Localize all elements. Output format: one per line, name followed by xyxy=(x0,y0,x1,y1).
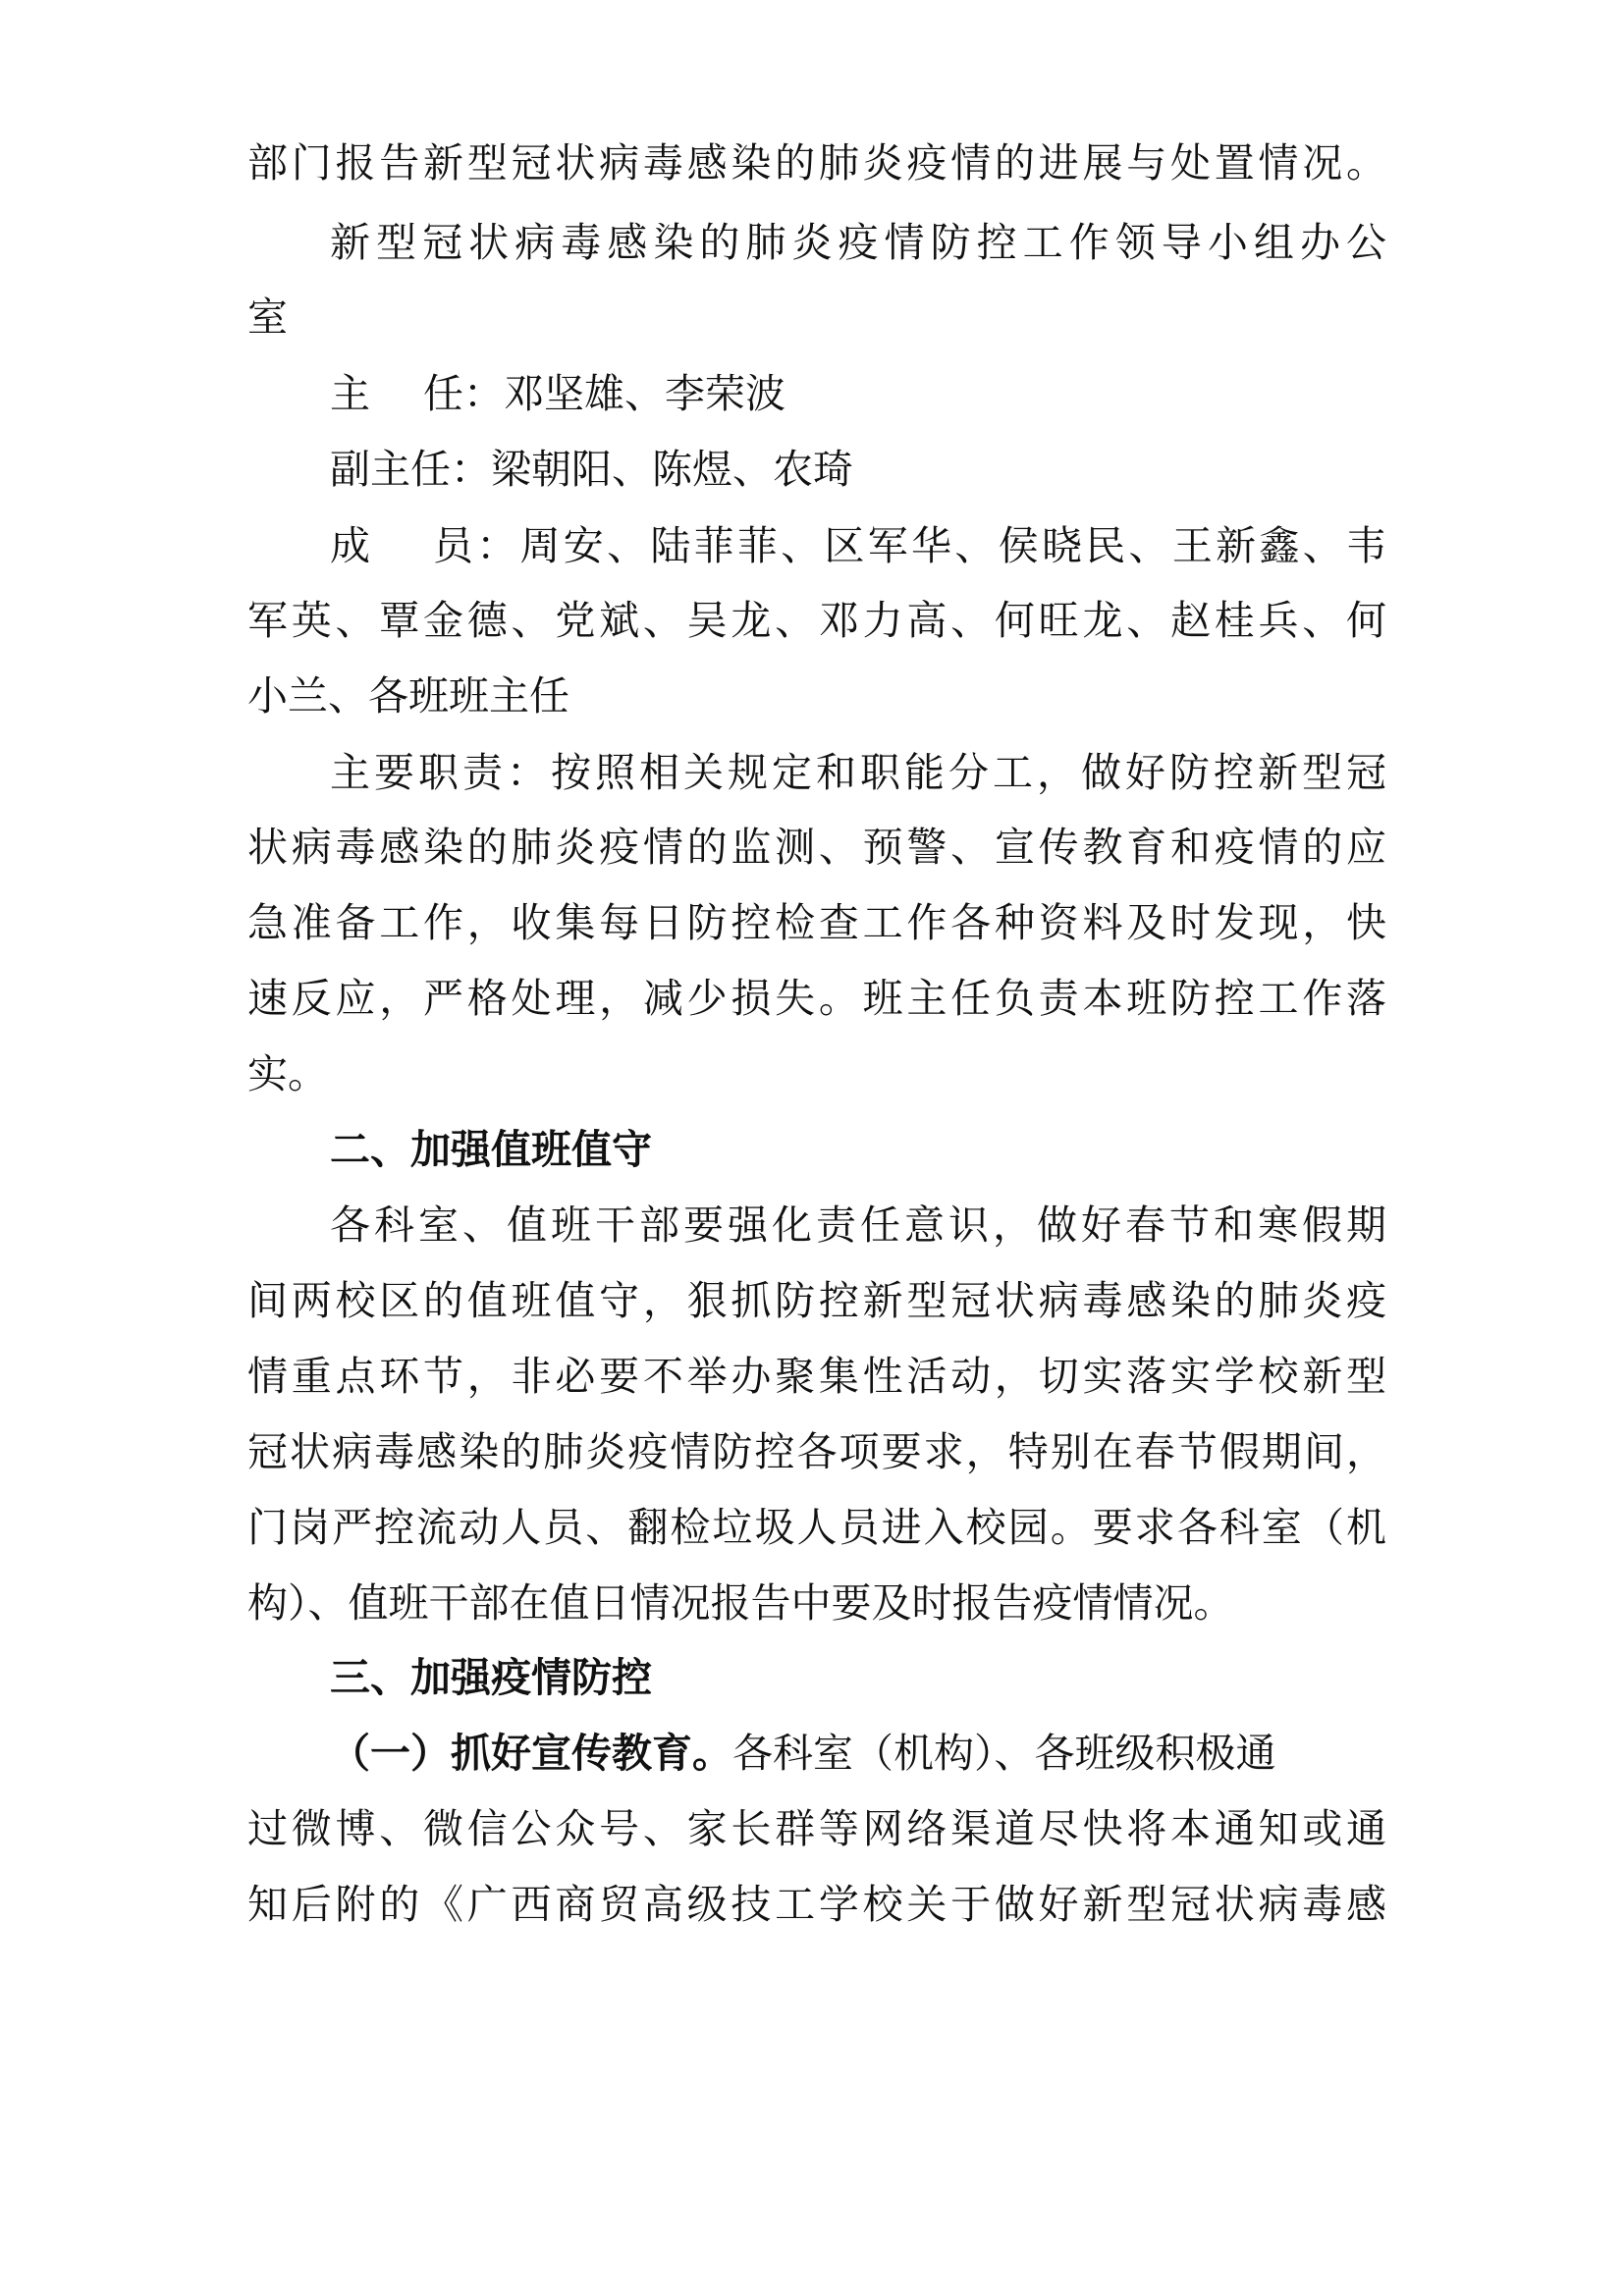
members-line: 成 员：周安、陆菲菲、区军华、侯晓民、王新鑫、韦 xyxy=(330,522,1386,569)
paragraph-line: 状病毒感染的肺炎疫情的监测、预警、宣传教育和疫情的应 xyxy=(247,824,1386,871)
paragraph-line xyxy=(330,1729,1386,1778)
paragraph-line: 情重点环节，非必要不举办聚集性活动，切实落实学校新型 xyxy=(247,1353,1386,1400)
paragraph-line: 门岗严控流动人员、翻检垃圾人员进入校园。要求各科室（机 xyxy=(247,1504,1386,1551)
paragraph-line: 部门报告新型冠状病毒感染的肺炎疫情的进展与处置情况。 xyxy=(247,139,1386,187)
deputy-director-line: 副主任：梁朝阳、陈煜、农琦 xyxy=(330,446,853,493)
members-line: 小兰、各班班主任 xyxy=(247,672,569,720)
paragraph-line: 各科室、值班干部要强化责任意识，做好春节和寒假期 xyxy=(330,1201,1386,1249)
paragraph-line: 知后附的《广西商贸高级技工学校关于做好新型冠状病毒感 xyxy=(247,1881,1386,1928)
paragraph-line: 新型冠状病毒感染的肺炎疫情防控工作领导小组办公 xyxy=(330,219,1386,266)
paragraph-line: 主要职责：按照相关规定和职能分工，做好防控新型冠 xyxy=(330,749,1386,796)
section-heading: 三、加强疫情防控 xyxy=(330,1654,652,1701)
paragraph-line: 室 xyxy=(247,294,288,341)
subsection-title: （一）抓好宣传教育。 xyxy=(330,1730,732,1777)
section-heading: 二、加强值班值守 xyxy=(330,1126,652,1173)
paragraph-text: 各科室（机构）、各班级积极通 xyxy=(732,1730,1276,1777)
paragraph-line: 间两校区的值班值守，狠抓防控新型冠状病毒感染的肺炎疫 xyxy=(247,1277,1386,1324)
members-line: 军英、覃金德、党斌、吴龙、邓力高、何旺龙、赵桂兵、何 xyxy=(247,597,1386,644)
paragraph-line: 实。 xyxy=(247,1050,328,1097)
paragraph-line: 冠状病毒感染的肺炎疫情防控各项要求，特别在春节假期间， xyxy=(247,1428,1386,1475)
paragraph-line: 急准备工作，收集每日防控检查工作各种资料及时发现，快 xyxy=(247,899,1386,946)
director-line: 主 任：邓坚雄、李荣波 xyxy=(330,370,786,417)
paragraph-line: 速反应，严格处理，减少损失。班主任负责本班防控工作落 xyxy=(247,975,1386,1022)
paragraph-line: 过微博、微信公众号、家长群等网络渠道尽快将本通知或通 xyxy=(247,1805,1386,1852)
paragraph-line: 构）、值班干部在值日情况报告中要及时报告疫情情况。 xyxy=(247,1579,1234,1627)
